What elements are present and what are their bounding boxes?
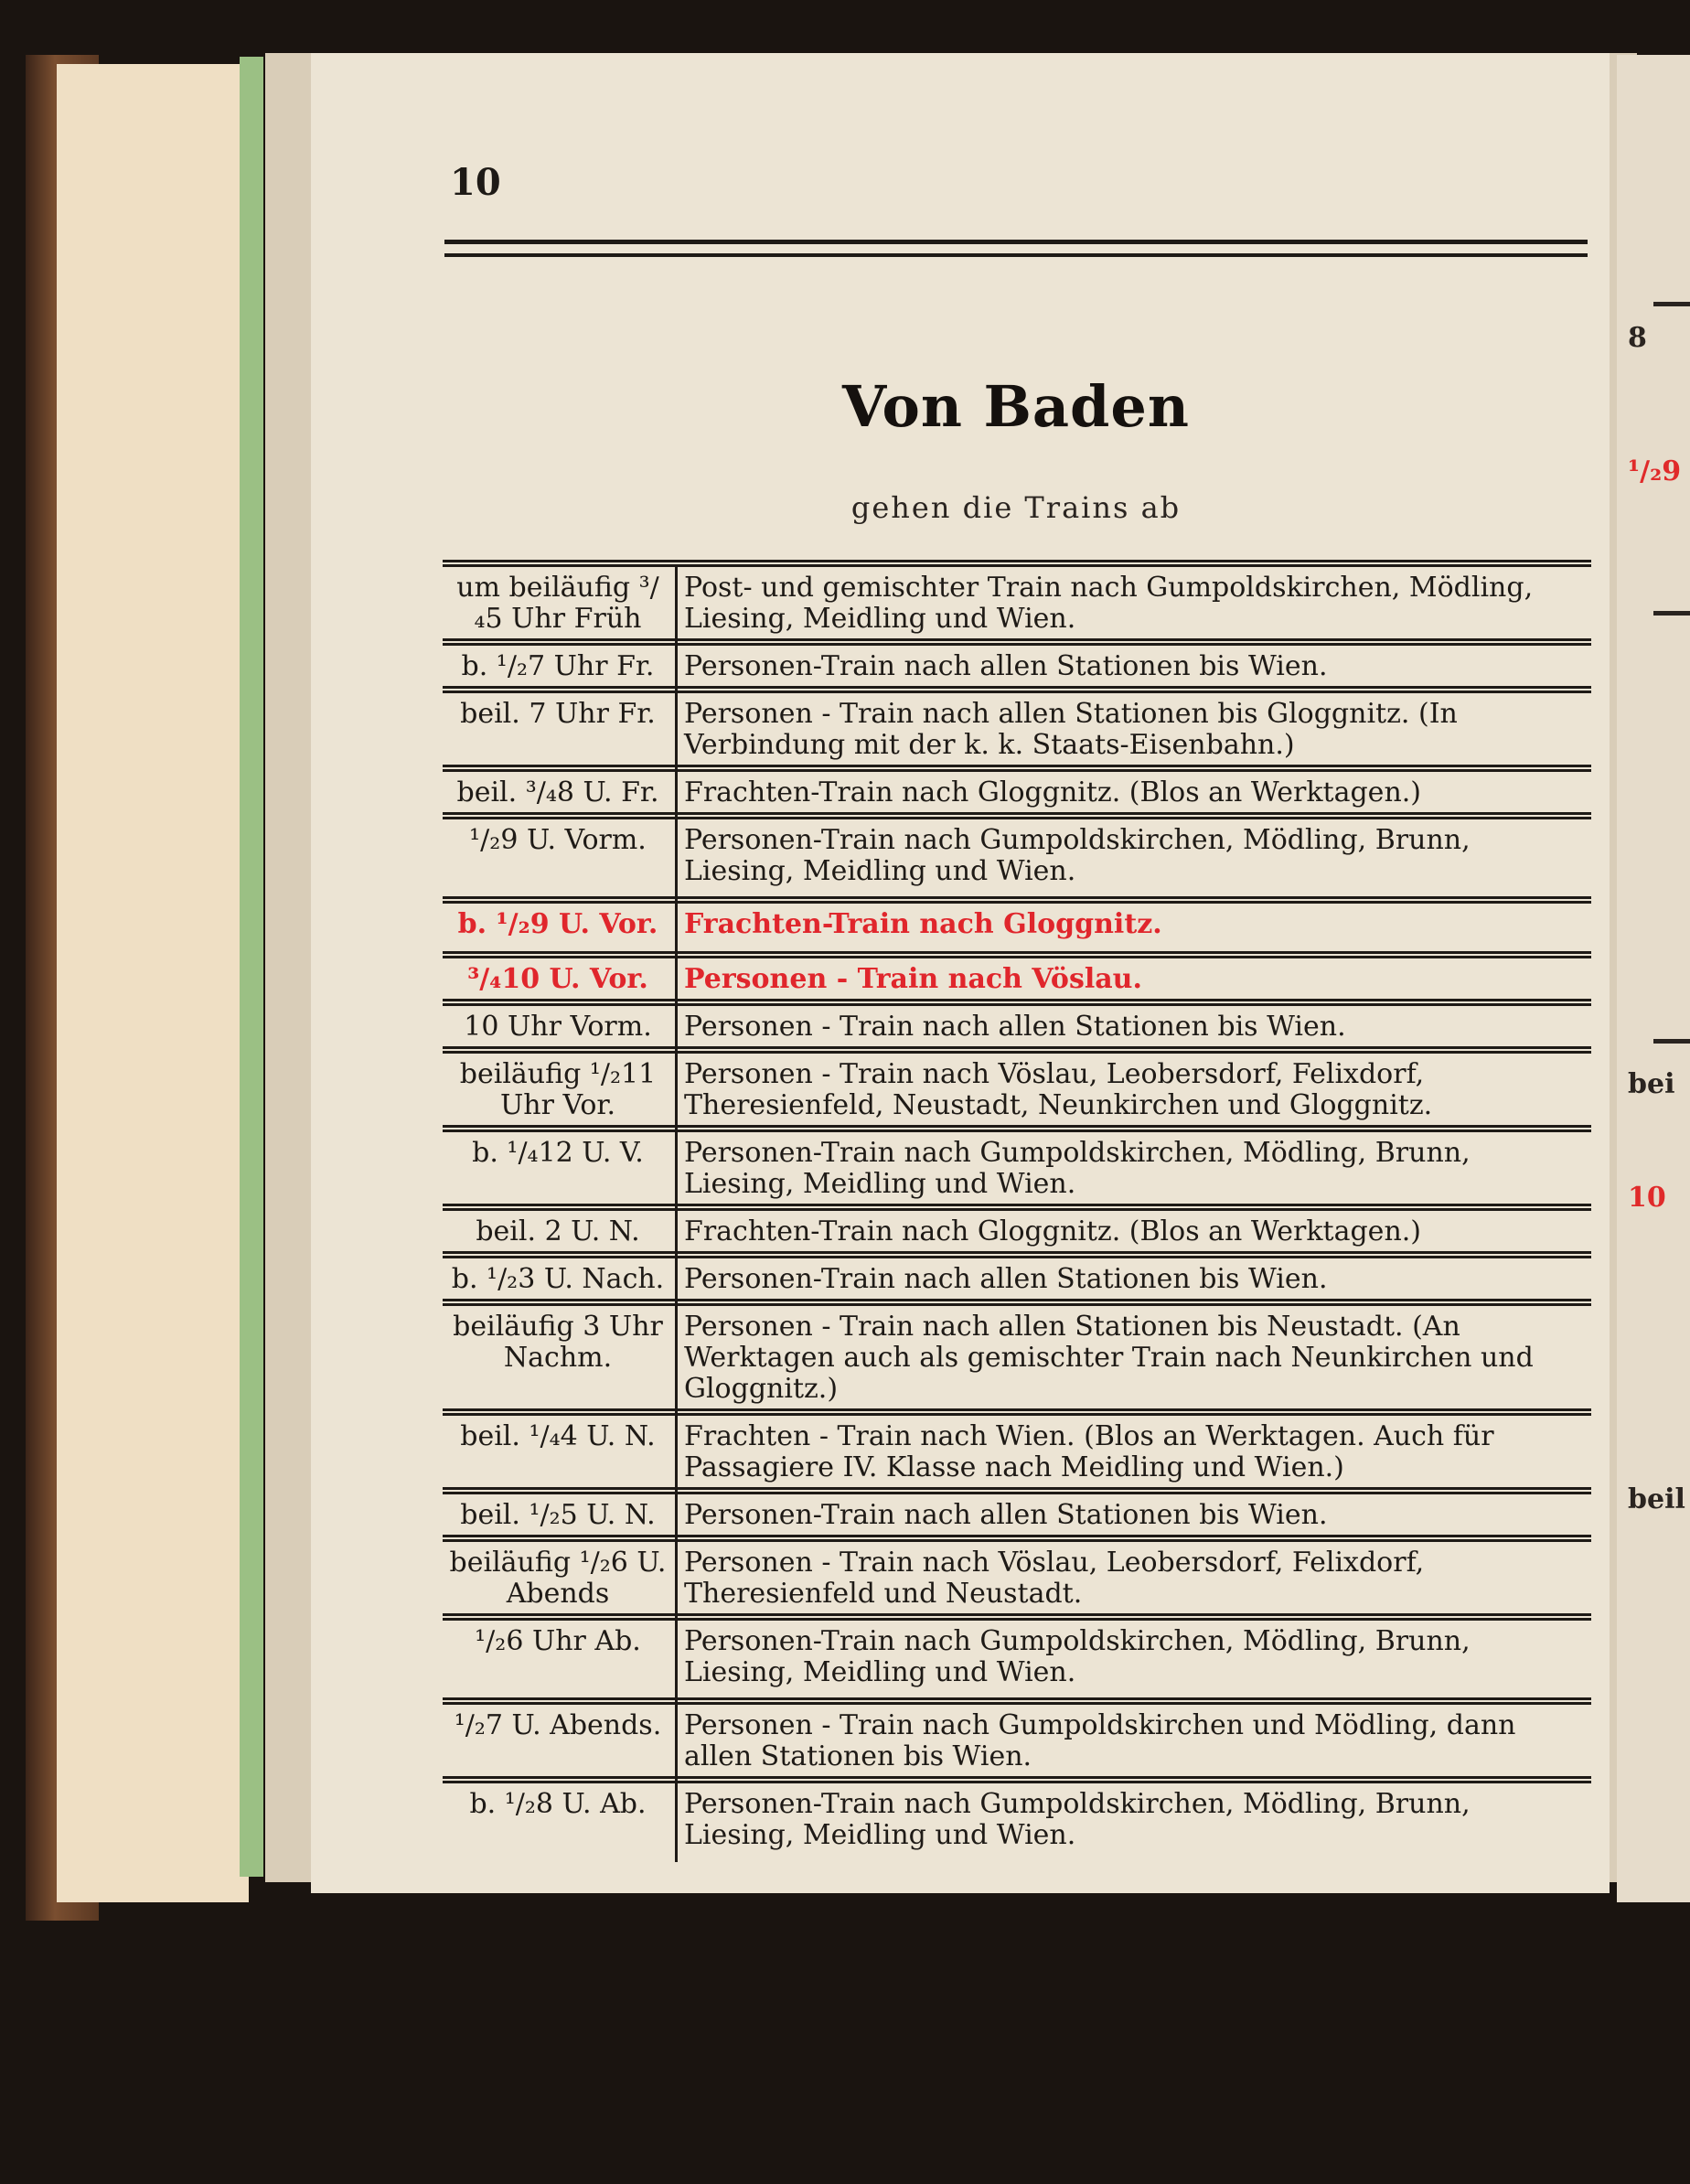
train-description: Personen - Train nach allen Stationen bis Gloggnitz. (In Verbindung mit der k. k. Staats-Eisenbahn.) bbox=[684, 698, 1458, 761]
timetable-row bbox=[443, 1204, 1591, 1251]
departure-time: um beiläufig ³/₄5 Uhr Früh bbox=[456, 572, 659, 635]
timetable-row bbox=[443, 1408, 1591, 1487]
flyleaf bbox=[57, 64, 249, 1902]
departure-time: b. ¹/₂8 U. Ab. bbox=[469, 1788, 647, 1820]
facing-fragment: ¹/₂9 bbox=[1628, 455, 1682, 487]
facing-page bbox=[1617, 55, 1690, 1902]
departure-time: b. ¹/₄12 U. V. bbox=[472, 1137, 644, 1169]
facing-fragment: 8 bbox=[1628, 322, 1647, 354]
departure-time: b. ¹/₂9 U. Vor. bbox=[457, 908, 658, 940]
departure-time: beiläufig ¹/₂6 U. Abends bbox=[449, 1547, 667, 1610]
timetable-row bbox=[443, 1299, 1591, 1408]
train-description: Personen - Train nach Vöslau. bbox=[684, 963, 1142, 995]
train-description: Personen-Train nach Gumpoldskirchen, Mödling, Brunn, Liesing, Meidling und Wien. bbox=[684, 1625, 1471, 1688]
departure-time: ¹/₂9 U. Vorm. bbox=[469, 824, 647, 856]
departure-time: beil. ³/₄8 U. Fr. bbox=[456, 776, 659, 808]
departure-time: beil. ¹/₄4 U. N. bbox=[460, 1420, 656, 1452]
timetable-row bbox=[443, 686, 1591, 765]
page-title: Von Baden bbox=[842, 373, 1190, 440]
train-description: Personen - Train nach Vöslau, Leobersdorf, Felixdorf, Theresienfeld, Neustadt, Neunkirchen und Gloggnitz. bbox=[684, 1058, 1433, 1121]
train-description: Personen - Train nach Vöslau, Leobersdorf, Felixdorf, Theresienfeld und Neustadt. bbox=[684, 1547, 1425, 1610]
timetable-row bbox=[443, 1613, 1591, 1697]
train-description: Frachten - Train nach Wien. (Blos an Werktagen. Auch für Passagiere IV. Klasse nach Meidling und Wien.) bbox=[684, 1420, 1494, 1483]
departure-time: ³/₄10 U. Vor. bbox=[467, 963, 648, 995]
train-description: Post- und gemischter Train nach Gumpoldskirchen, Mödling, Liesing, Meidling und Wien. bbox=[684, 572, 1534, 635]
train-description: Personen-Train nach Gumpoldskirchen, Mödling, Brunn, Liesing, Meidling und Wien. bbox=[684, 1137, 1471, 1200]
train-description: Personen-Train nach allen Stationen bis Wien. bbox=[684, 1263, 1328, 1295]
train-description: Frachten-Train nach Gloggnitz. (Blos an Werktagen.) bbox=[684, 1215, 1422, 1247]
page-number: 10 bbox=[450, 161, 501, 204]
departure-time: 10 Uhr Vorm. bbox=[464, 1011, 652, 1043]
facing-rule bbox=[1653, 302, 1690, 306]
timetable-row bbox=[443, 1251, 1591, 1299]
timetable-row bbox=[443, 765, 1591, 812]
timetable-row bbox=[443, 1046, 1591, 1125]
departure-time: ¹/₂6 Uhr Ab. bbox=[475, 1625, 641, 1657]
timetable-row bbox=[443, 999, 1591, 1046]
departure-time: ¹/₂7 U. Abends. bbox=[454, 1709, 662, 1741]
timetable-row bbox=[443, 638, 1591, 686]
page-subtitle: gehen die Trains ab bbox=[850, 490, 1182, 525]
departure-time: beil. 7 Uhr Fr. bbox=[460, 698, 656, 730]
top-rule bbox=[444, 240, 1588, 257]
departure-time: beiläufig 3 Uhr Nachm. bbox=[453, 1311, 663, 1374]
timetable-row bbox=[443, 896, 1591, 951]
timetable-row bbox=[443, 1776, 1591, 1855]
departure-time: beiläufig ¹/₂11 Uhr Vor. bbox=[459, 1058, 657, 1121]
timetable-row bbox=[443, 1487, 1591, 1535]
timetable-row bbox=[443, 812, 1591, 896]
train-description: Personen - Train nach Gumpoldskirchen und Mödling, dann allen Stationen bis Wien. bbox=[684, 1709, 1516, 1772]
train-description: Frachten-Train nach Gloggnitz. bbox=[684, 908, 1162, 940]
facing-rule bbox=[1653, 1039, 1690, 1044]
timetable-row bbox=[443, 1697, 1591, 1776]
train-description: Frachten-Train nach Gloggnitz. (Blos an Werktagen.) bbox=[684, 776, 1422, 808]
timetable-row bbox=[443, 560, 1591, 638]
timetable bbox=[443, 560, 1591, 1855]
green-page-edge bbox=[240, 57, 263, 1877]
facing-rule bbox=[1653, 611, 1690, 616]
timetable-row bbox=[443, 1125, 1591, 1204]
train-description: Personen - Train nach allen Stationen bis Neustadt. (An Werktagen auch als gemischter Train nach Neunkirchen und Gloggnitz.) bbox=[684, 1311, 1534, 1405]
train-description: Personen - Train nach allen Stationen bis Wien. bbox=[684, 1011, 1346, 1043]
facing-fragment: beil bbox=[1628, 1483, 1685, 1515]
timetable-row bbox=[443, 951, 1591, 999]
train-description: Personen-Train nach Gumpoldskirchen, Mödling, Brunn, Liesing, Meidling und Wien. bbox=[684, 1788, 1471, 1851]
train-description: Personen-Train nach Gumpoldskirchen, Mödling, Brunn, Liesing, Meidling und Wien. bbox=[684, 824, 1471, 887]
departure-time: beil. ¹/₂5 U. N. bbox=[460, 1499, 656, 1531]
train-description: Personen-Train nach allen Stationen bis Wien. bbox=[684, 1499, 1328, 1531]
facing-fragment: 10 bbox=[1628, 1182, 1666, 1214]
train-description: Personen-Train nach allen Stationen bis Wien. bbox=[684, 650, 1328, 682]
timetable-row bbox=[443, 1535, 1591, 1613]
departure-time: b. ¹/₂7 Uhr Fr. bbox=[461, 650, 655, 682]
departure-time: beil. 2 U. N. bbox=[476, 1215, 640, 1247]
facing-fragment: bei bbox=[1628, 1068, 1675, 1100]
departure-time: b. ¹/₂3 U. Nach. bbox=[451, 1263, 665, 1295]
